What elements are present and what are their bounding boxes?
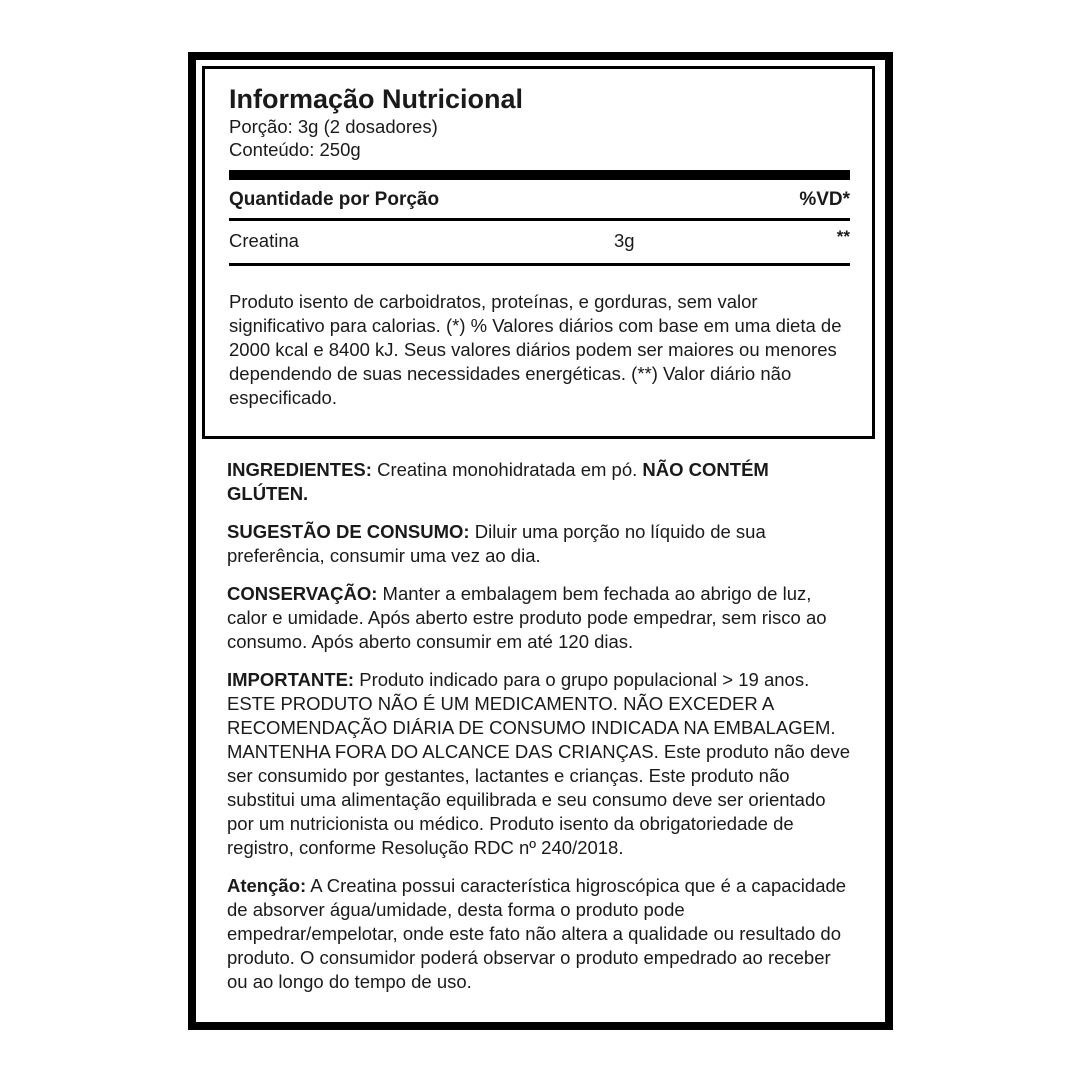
info-sections	[196, 439, 885, 994]
section-ingredients-text: Creatina monohidratada em pó.	[371, 459, 643, 480]
divider-thick-bar	[229, 170, 850, 180]
section-ingredients-label: INGREDIENTES:	[227, 459, 372, 480]
section-ingredients	[227, 458, 855, 506]
nutrient-daily-value: **	[836, 227, 850, 246]
nutrient-amount: 3g	[614, 230, 635, 251]
section-attention-label: Atenção:	[227, 875, 307, 896]
facts-footnote: Produto isento de carboidratos, proteínas, e gorduras, sem valor significativo para calorias. (*) % Valores diários com base em uma dieta de 2000 kcal e 8400 kJ. Seus valores diários podem ser maiores ou menores dependendo de suas necessidades energéticas. (**) Valor diário não especificado.	[229, 291, 842, 408]
section-consumption-label: SUGESTÃO DE CONSUMO:	[227, 521, 470, 542]
section-storage-text: Manter a embalagem bem fechada ao abrigo de luz, calor e umidade. Após aberto estre produto pode empedrar, sem risco ao consumo. Após aberto consumir em até 120 dias.	[227, 583, 827, 652]
section-important-label: IMPORTANTE:	[227, 669, 355, 690]
nutrition-label	[188, 52, 893, 1030]
section-important-text: Produto indicado para o grupo populacional > 19 anos. ESTE PRODUTO NÃO É UM MEDICAMENTO. NÃO EXCEDER A RECOMENDAÇÃO DIÁRIA DE CONSUMO INDICADA NA EMBALAGEM. MANTENHA FORA DO ALCANCE DAS CRIANÇAS. Este produto não deve ser consumido por gestantes, lactantes e crianças. Este produto não substitui uma alimentação equilibrada e seu consumo deve ser orientado por um nutricionista ou médico. Produto isento da obrigatoriedade de registro, conforme Resolução RDC nº 240/2018.	[227, 669, 851, 858]
facts-panel	[202, 66, 875, 439]
facts-table-header	[229, 180, 850, 218]
section-storage-label: CONSERVAÇÃO:	[227, 583, 378, 604]
serving-size-line: Porção: 3g (2 dosadores)	[229, 116, 438, 137]
facts-title: Informação Nutricional	[229, 84, 524, 114]
section-consumption	[227, 520, 855, 568]
package-content-line: Conteúdo: 250g	[229, 139, 361, 160]
section-attention	[227, 874, 855, 994]
section-important	[227, 668, 855, 860]
nutrient-name: Creatina	[229, 230, 299, 251]
divider-rule-bottom	[229, 263, 850, 266]
section-storage	[227, 582, 855, 654]
nutrient-row	[229, 221, 850, 263]
column-header-daily-value: %VD*	[799, 189, 850, 210]
section-ingredients-gluten-note: NÃO CONTÉM GLÚTEN.	[227, 459, 769, 504]
section-attention-text: A Creatina possui característica higroscópica que é a capacidade de absorver água/umidade, desta forma o produto pode empedrar/empelotar, onde este fato não altera a qualidade ou resultado do produto. O consumidor poderá observar o produto empedrado ao receber ou ao longo do tempo de uso.	[227, 875, 847, 992]
section-consumption-text: Diluir uma porção no líquido de sua preferência, consumir uma vez ao dia.	[227, 521, 766, 566]
column-header-quantity: Quantidade por Porção	[229, 189, 440, 210]
